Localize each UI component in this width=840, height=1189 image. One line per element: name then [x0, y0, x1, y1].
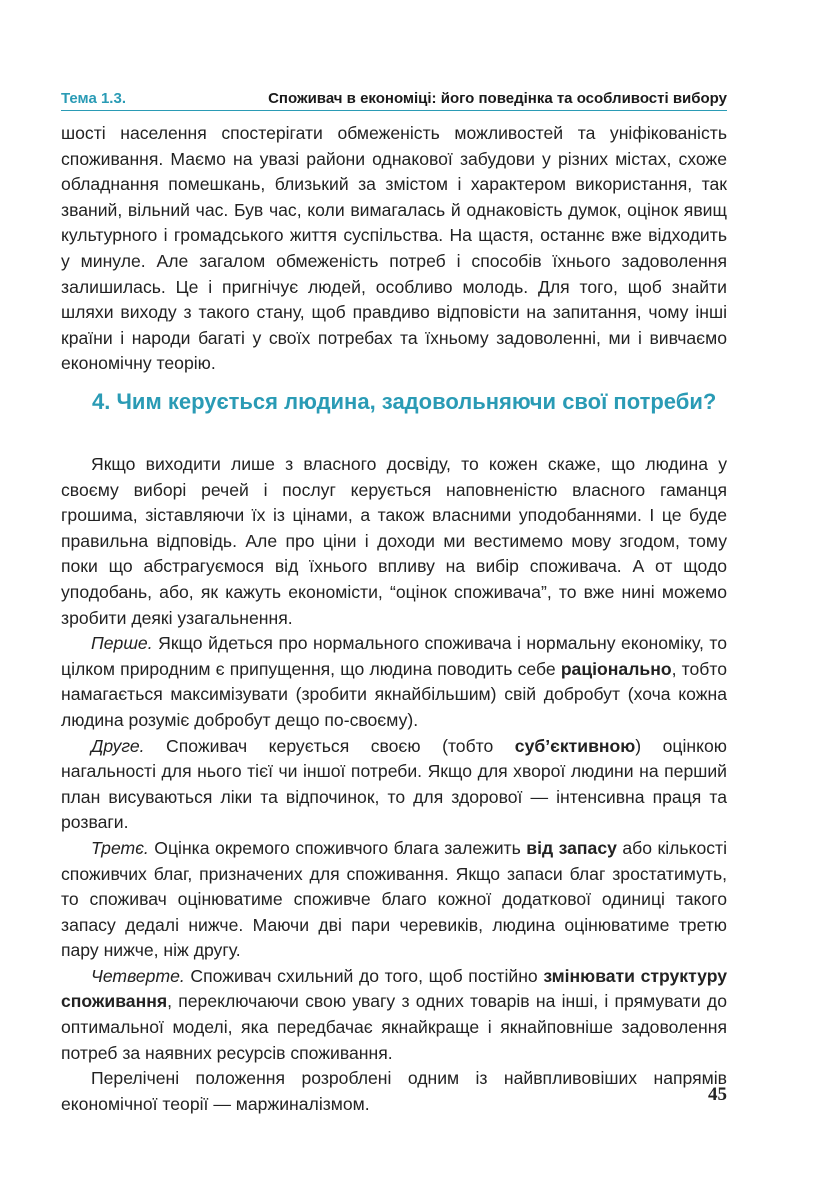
paragraph-4-text-a: Оцінка окремого споживчого блага залежить [148, 837, 527, 858]
paragraph-5 [61, 964, 727, 1066]
paragraph-5-text-b: , переключаючи свою увагу з одних товарів на інші, і прямувати до оптимальної моделі, яка передбачає якнайкраще і якнайповніше задоволення потреб за наявних ресурсів споживання. [61, 991, 727, 1063]
paragraph-2-text-a: Якщо йдеться про нормального споживача і нормальну економіку, то цілком природним є припущення, що людина поводить себе [61, 633, 727, 679]
intro-block [61, 121, 727, 377]
paragraph-5-bold: змінювати структуру споживання [61, 965, 728, 1012]
intro-paragraph: шості населення спостерігати обмеженість можливостей та уніфікованість споживання. Маємо на увазі райони однакової забудови у різних містах, схоже обладнання помешкань, близький за змістом і характером використання, так званий, вільний час. Був час, коли вимагалась й однаковість думок, оцінок явищ культурного і громадського життя суспільства. На щастя, останнє вже відходить у минуле. Але загалом обмеженість потреб і способів їхнього задоволення залишилась. Це і пригнічує людей, особливо молодь. Для того, щоб знайти шляхи виходу з такого стану, щоб правдиво відповісти на запитання, чому інші країни і народи багаті у своїх потребах та їхньому задоволенні, ми і вивчаємо економічну теорію. [61, 123, 727, 374]
paragraph-2 [61, 631, 727, 733]
paragraph-5-text-a: Споживач схильний до того, щоб постійно [184, 965, 544, 986]
paragraph-2-text-b: , тобто намагається максимізувати (зробити якнайбільшим) свій добробут (хоча кожна людина розуміє добробут дещо по-своєму). [61, 658, 727, 730]
paragraph-3 [61, 734, 727, 836]
paragraph-3-text-a: Споживач керується своєю (тобто [144, 735, 515, 756]
paragraph-4-text-b: або кількості споживчих благ, призначених для споживання. Якщо запаси благ зростатимуть, то споживач оцінюватиме споживче благо кожної додаткової одиниці такого запасу дедалі нижче. Маючи дві пари черевиків, людина оцінюватиме третю пару нижче, ніж другу. [61, 837, 727, 961]
paragraph-4 [61, 836, 727, 964]
paragraph-3-lead: Друге. [91, 735, 145, 756]
paragraph-1: Якщо виходити лише з власного досвіду, то кожен скаже, що людина у своєму виборі речей і послуг керується наповненістю власного гаманця грошима, зіставляючи їх із цінами, а також власними уподобаннями. І це буде правильна відповідь. Але про ціни і доходи ми вестимемо мову згодом, тому поки що абстрагуємося від їхнього впливу на вибір споживача. А от щодо уподобань, або, як кажуть економісти, “оцінок споживача”, то вже нині можемо зробити деякі узагальнення. [61, 454, 727, 628]
paragraph-5-lead: Четверте. [91, 965, 185, 986]
page-number: 45 [708, 1084, 727, 1105]
paragraph-4-bold: від запасу [526, 837, 617, 858]
paragraph-2-bold: раціонально [560, 658, 672, 679]
running-header [61, 86, 727, 111]
paragraph-3-bold: суб’єктивною [514, 735, 636, 756]
topic-label: Тема 1.3. [61, 90, 126, 107]
section-heading: 4. Чим керується людина, задовольняючи свої потреби? [92, 389, 717, 414]
main-text [61, 452, 727, 1117]
paragraph-6: Перелічені положення розроблені одним із найвпливовіших напрямів економічної теорії — маржиналізмом. [61, 1068, 727, 1114]
paragraph-3-text-b: ) оцінкою нагальності для нього тієї чи іншої потреби. Якщо для хворої людини на перший план висуваються ліки та відпочинок, то для здорової — інтенсивна праця та розваги. [61, 735, 727, 833]
chapter-title: Споживач в економіці: його поведінка та особливості вибору [268, 90, 727, 107]
paragraph-2-lead: Перше. [91, 633, 153, 654]
paragraph-4-lead: Третє. [91, 837, 149, 858]
